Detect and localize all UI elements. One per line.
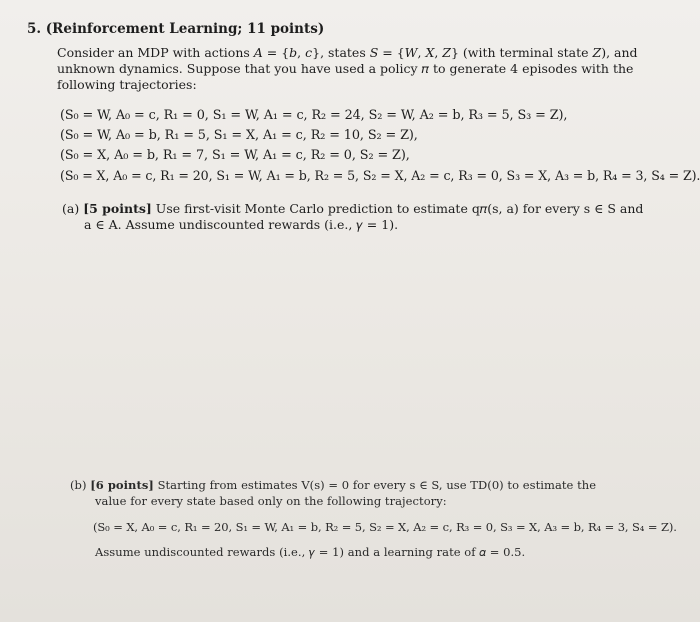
question-heading <box>27 21 324 37</box>
intro-line-1: Consider an MDP with actions 𝐴 = {𝑏, 𝑐}, states 𝑆 = {𝑊, 𝑋, 𝑍} (with terminal state 𝑍), and <box>57 45 638 60</box>
part-b-line-1 <box>70 478 596 492</box>
part-b-line-4: Assume undiscounted rewards (i.e., 𝛾 = 1) and a learning rate of 𝛼 = 0.5. <box>95 545 526 559</box>
trajectory-4: (S₀ = X, A₀ = c, R₁ = 20, S₁ = W, A₁ = b, R₂ = 5, S₂ = X, A₂ = c, R₃ = 0, S₃ = X, A₃ = b, R₄ = 3, S₄ = Z). <box>60 168 700 183</box>
intro-line-3: following trajectories: <box>57 77 197 92</box>
intro-line-2: unknown dynamics. Suppose that you have used a policy 𝜋 to generate 4 episodes with the <box>57 61 634 76</box>
trajectory-3: (S₀ = X, A₀ = b, R₁ = 7, S₁ = W, A₁ = c, R₂ = 0, S₂ = Z), <box>60 148 410 163</box>
question-title: (Reinforcement Learning; 11 points) <box>45 21 325 37</box>
trajectory-1: (S₀ = W, A₀ = c, R₁ = 0, S₁ = W, A₁ = c, R₂ = 24, S₂ = W, A₂ = b, R₃ = 5, S₃ = Z), <box>60 108 568 123</box>
part-a-line-1 <box>62 201 643 217</box>
part-a-label: (a) <box>62 201 80 216</box>
part-b-line-2: value for every state based only on the following trajectory: <box>95 494 447 508</box>
part-b-label: (b) <box>70 478 87 492</box>
part-a-points: [5 points] <box>83 201 152 216</box>
part-a-line-2: a ∈ A. Assume undiscounted rewards (i.e., 𝛾 = 1). <box>84 217 399 232</box>
part-a-text: Use first-visit Monte Carlo prediction to estimate q𝜋(s, a) for every s ∈ S and <box>155 201 644 216</box>
part-b-trajectory: (S₀ = X, A₀ = c, R₁ = 20, S₁ = W, A₁ = b, R₂ = 5, S₂ = X, A₂ = c, R₃ = 0, S₃ = X, A₃ = b, R₄ = 3, S₄ = Z). <box>93 520 677 534</box>
question-number: 5. <box>27 21 42 37</box>
part-b-points: [6 points] <box>90 478 154 492</box>
part-b-text: Starting from estimates V(s) = 0 for every s ∈ S, use TD(0) to estimate the <box>157 478 597 492</box>
trajectory-2: (S₀ = W, A₀ = b, R₁ = 5, S₁ = X, A₁ = c, R₂ = 10, S₂ = Z), <box>60 128 418 143</box>
